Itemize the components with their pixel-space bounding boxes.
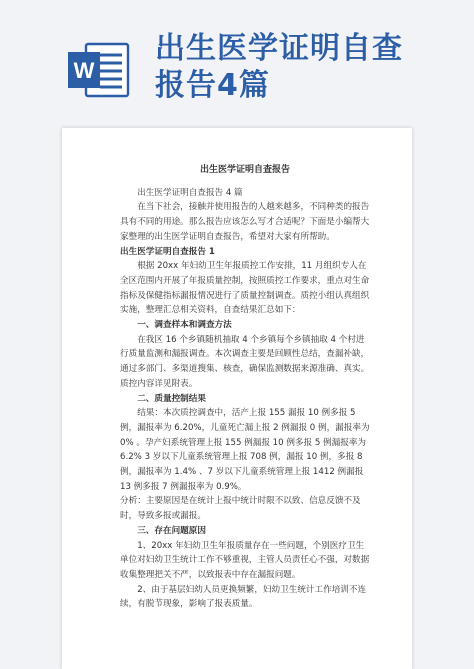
document-title: 出生医学证明自查报告 <box>199 165 290 175</box>
title-line-2: 报告4篇 <box>155 68 270 103</box>
page-title <box>155 30 467 104</box>
svg-text:W: W <box>73 58 95 83</box>
document-subtitle: 出生医学证明自查报告 4 篇 <box>137 187 243 198</box>
paragraph-3: 结果：本次质控调查中，活产上报 155 漏报 10 例多报 5 例，漏报率为 6.20%，儿童死亡漏上报 2 例漏报 0 例，漏报率为 0% 。孕产妇系统管理上报 155 例漏报 10 例多报 5 例漏报率为 6.2% 3 岁以下儿童系统管理上报 708 例，漏报 10 例，多报 8 例，漏报率为 1.4% 、7 岁以下儿童系统管理上报 1412 例漏报 13 例多报 7 例漏报率为 0.9%。 <box>120 408 370 492</box>
title-line-1: 出生医学证明自查 <box>155 31 403 66</box>
paragraph-5: 1、20xx 年妇幼卫生年报质量存在一些问题，个别医疗卫生单位对妇幼卫生统计工作不够重视，主管人员责任心不强，对数据收集整理把关不严，以致报表中存在漏报问题。 <box>120 540 370 580</box>
paragraph-6: 2、由于基层妇幼人员更换频繁，妇幼卫生统计工作培训不连续，有脱节现象，影响了报表质量。 <box>120 584 367 610</box>
page-header <box>0 0 474 118</box>
section-heading-3: 三、存在问题原因 <box>137 525 206 536</box>
document-body <box>120 163 370 612</box>
paragraph-1: 根据 20xx 年妇幼卫生年报质控工作安排，11 月组织专人在全区范围内开展了年报质量控制，按照质控工作要求，重点对生命指标及保健指标漏报情况进行了质量控制调查。质控小组认真组织实施，整理汇总相关资料，自查结果汇总如下： <box>120 261 370 316</box>
section-heading-1: 一、调查样本和调查方法 <box>137 320 232 331</box>
section-heading-2: 二、质量控制结果 <box>137 393 206 404</box>
part1-heading: 出生医学证明自查报告 1 <box>120 246 215 257</box>
word-document-icon <box>66 40 130 100</box>
intro-paragraph: 在当下社会，接触并使用报告的人越来越多，不同种类的报告具有不同的用途。那么报告应该怎么写才合适呢？下面是小编帮大家整理的出生医学证明自查报告，希望对大家有所帮助。 <box>120 202 370 242</box>
paragraph-2: 在我区 16 个乡镇随机抽取 4 个乡镇每个乡镇抽取 4 个村进行质量监测和漏报调查。本次调查主要是回顾性总结，查漏补缺，通过多部门、多渠道搜集、核查，确保监测数据来源准确、真实。质控内容详见附表。 <box>120 334 370 389</box>
paragraph-4: 分析：主要原因是在统计上报中统计时限不以致、信息反馈不及时，导致多报或漏报。 <box>120 496 361 522</box>
